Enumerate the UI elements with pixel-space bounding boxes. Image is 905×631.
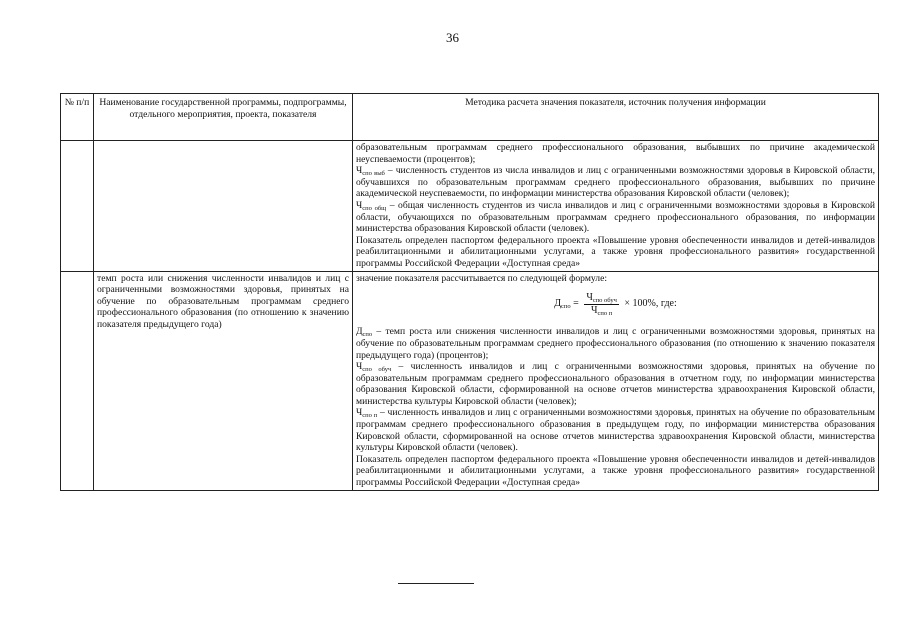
formula-lhs [554,298,570,310]
definition-text: – общая численность студентов из числа инвалидов и лиц с ограниченными возможностями здоровья в Кировской области, обучающихся по образовательным программам среднего профессионального образования, по информации министерства образования Кировской области (человек). [356,199,875,235]
table-row [61,271,879,490]
formula-rhs: × 100%, где: [621,298,677,310]
row2-method-cell [353,271,879,490]
formula-numerator [584,292,619,305]
row2-paragraph-4: Показатель определен паспортом федерального проекта «Повышение уровня обеспеченности инвалидов и детей-инвалидов реабилитационными и абилитационными услугами, а также уровня профессионального развития» государственной программы Российской Федерации «Доступная среда» [356,453,875,489]
header-num: № п/п [61,94,94,141]
definition-text: – численность инвалидов и лиц с ограниченными возможностями здоровья, принятых на обучение по образовательным программам среднего профессионального образования в отчетном году, по информации министерства образования Кировской области, сформированной на основе отчетов министерства здравоохранения Кировской области, министерства культуры Кировской области (человек); [356,361,875,407]
variable: Ч [356,361,363,373]
table-header-row [61,94,879,141]
row2-num-cell [61,271,94,490]
row1-name-cell [94,141,353,272]
definition-text: – численность студентов из числа инвалидов и лиц с ограниченными возможностями здоровья в Кировской области, обучавшихся по образовательным программам среднего профессионального образования, выбывших по причине академической неуспеваемости, по информации министерства образования Кировской области (человек); [356,165,876,200]
indicator-name: темп роста или снижения численности инвалидов и лиц с ограниченными возможностями здоровья, принятых на обучение по образовательным программам среднего профессионального образования (по отношению к значению показателя предыдущего года) [97,272,349,330]
definition-text: – численность инвалидов и лиц с ограниченными возможностями здоровья, принятых на обучение по образовательным программам среднего профессионального образования в предыдущем году, по информации министерства образования Кировской области, сформированной на основе отчетов министерства здравоохранения Кировской области, министерства культуры Кировской области (человек). [356,407,875,454]
numerator-var: Ч [586,292,593,304]
numerator-sub: спо обуч [592,297,617,305]
header-method: Методика расчета значения показателя, источник получения информации [353,94,879,141]
variable-subscript: спо п [362,412,378,420]
formula-lhs-sub: спо [561,303,571,311]
row1-paragraph-4: Показатель определен паспортом федерального проекта «Повышение уровня обеспеченности инвалидов и детей-инвалидов реабилитационными и абилитационными услугами, а также уровня профессионального развития» государственной программы Российской Федерации «Доступная среда» [356,234,875,269]
variable: Д [356,326,363,338]
denominator-sub: спо п [597,309,613,317]
row2-name-cell [94,271,353,490]
row1-num-cell [61,141,94,272]
header-name: Наименование государственной программы, подпрограммы, отдельного мероприятия, проекта, показателя [94,94,353,141]
formula-fraction [584,292,619,316]
variable-subscript: спо обуч [362,366,392,374]
page-number: 36 [446,30,459,45]
row1-paragraph-1: образовательным программам среднего профессионального образования, выбывших по причине академической неуспеваемости (процентов); [356,142,875,165]
formula-denominator [589,305,614,317]
indicator-table [60,93,879,491]
denominator-var: Ч [590,304,598,316]
table-row [61,141,879,272]
variable: Ч [356,199,363,211]
row1-paragraph-2 [356,165,875,200]
row2-definition-3 [356,407,875,453]
variable: Ч [356,165,363,177]
formula-equals: = [570,298,582,310]
formula [356,292,875,316]
row2-definition-1 [356,326,875,361]
variable: Ч [356,407,363,419]
formula-intro: значение показателя рассчитывается по следующей формуле: [356,272,607,284]
definition-text: – темп роста или снижения численности инвалидов и лиц с ограниченными возможностями здоровья, принятых на обучение по образовательным программам среднего профессионального образования (по отношению к значению показателя предыдущего года) (процентов); [356,326,875,361]
row1-method-cell [353,141,879,272]
footer-divider [398,583,474,584]
variable-subscript: спо выб [362,170,385,178]
variable-subscript: спо общ [362,204,387,212]
row2-definition-2 [356,361,875,407]
row1-paragraph-3 [356,200,875,235]
formula-lhs-var: Д [554,298,562,310]
variable-subscript: спо [362,331,373,339]
